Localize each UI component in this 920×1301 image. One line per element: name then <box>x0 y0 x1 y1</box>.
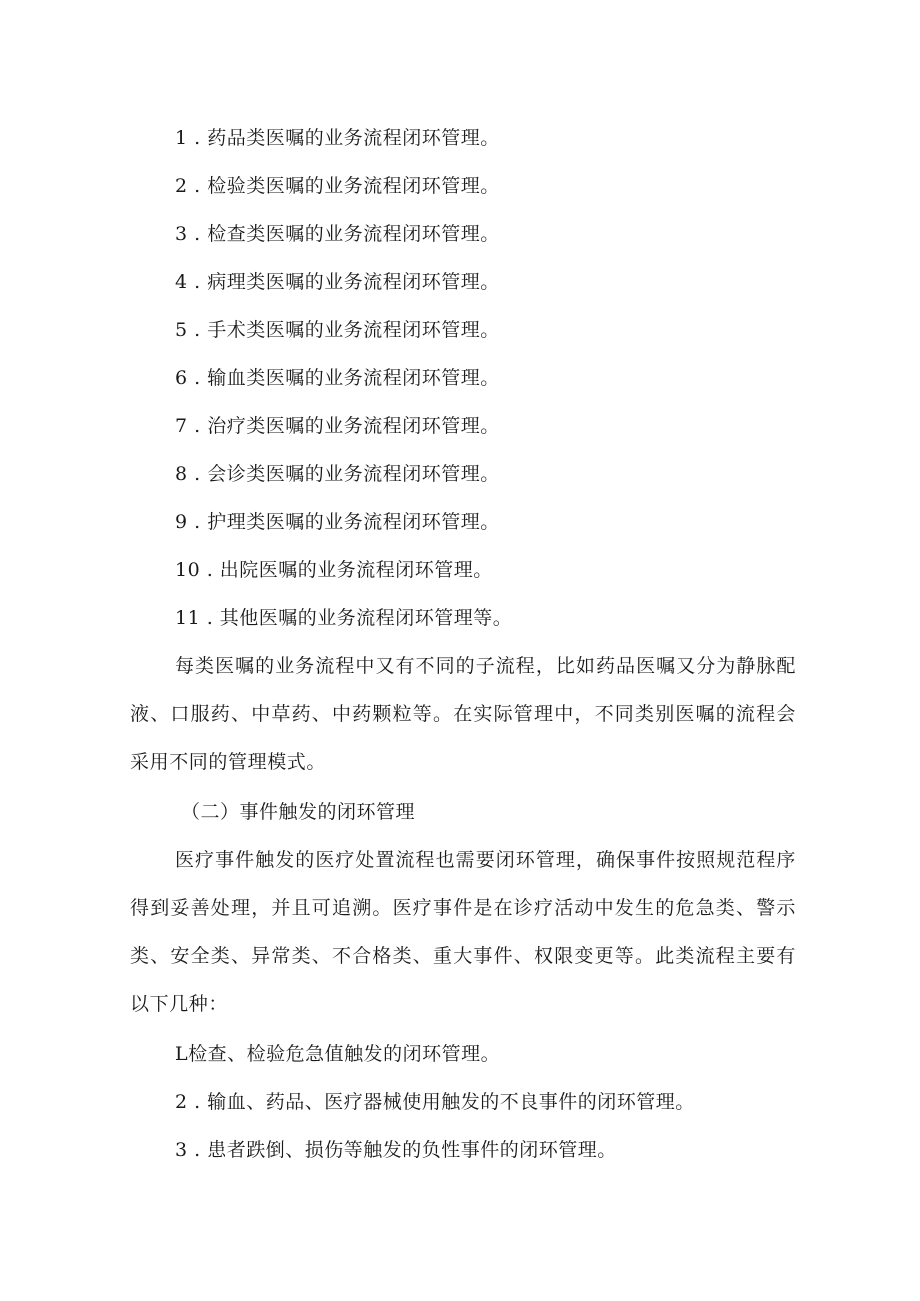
list-item-consultation-orders: 8 . 会诊类医嘱的业务流程闭环管理。 <box>175 463 500 485</box>
list-item-lab-orders: 2 . 检验类医嘱的业务流程闭环管理。 <box>175 175 500 197</box>
list-item-exam-orders: 3 . 检查类医嘱的业务流程闭环管理。 <box>175 223 500 245</box>
list-item-transfusion-orders: 6 . 输血类医嘱的业务流程闭环管理。 <box>175 367 500 389</box>
list-item-surgery-orders: 5 . 手术类医嘱的业务流程闭环管理。 <box>175 319 500 341</box>
list-item-drug-orders: 1 . 药品类医嘱的业务流程闭环管理。 <box>175 127 500 149</box>
paragraph-medical-events: 医疗事件触发的医疗处置流程也需要闭环管理，确保事件按照规范程序得到妥善处理，并且可追溯。医疗事件是在诊疗活动中发生的危急类、警示类、安全类、异常类、不合格类、重大事件、权限变更等。此类流程主要有以下几种： <box>130 849 796 1015</box>
list-item-other-orders: 11 . 其他医嘱的业务流程闭环管理等。 <box>175 607 513 629</box>
list-item-critical-value: L检查、检验危急值触发的闭环管理。 <box>175 1043 501 1065</box>
list-item-discharge-orders: 10 . 出院医嘱的业务流程闭环管理。 <box>175 559 493 581</box>
list-item-negative-events: 3 . 患者跌倒、损伤等触发的负性事件的闭环管理。 <box>175 1139 617 1161</box>
list-item-treatment-orders: 7 . 治疗类医嘱的业务流程闭环管理。 <box>175 415 500 437</box>
list-item-nursing-orders: 9 . 护理类医嘱的业务流程闭环管理。 <box>175 511 500 533</box>
list-item-pathology-orders: 4 . 病理类医嘱的业务流程闭环管理。 <box>175 271 500 293</box>
section-heading-event-triggered: （二）事件触发的闭环管理 <box>181 801 416 823</box>
list-item-adverse-events: 2 . 输血、药品、医疗器械使用触发的不良事件的闭环管理。 <box>175 1091 695 1113</box>
paragraph-subprocess: 每类医嘱的业务流程中又有不同的子流程，比如药品医嘱又分为静脉配液、口服药、中草药、中药颗粒等。在实际管理中，不同类别医嘱的流程会采用不同的管理模式。 <box>130 655 796 773</box>
